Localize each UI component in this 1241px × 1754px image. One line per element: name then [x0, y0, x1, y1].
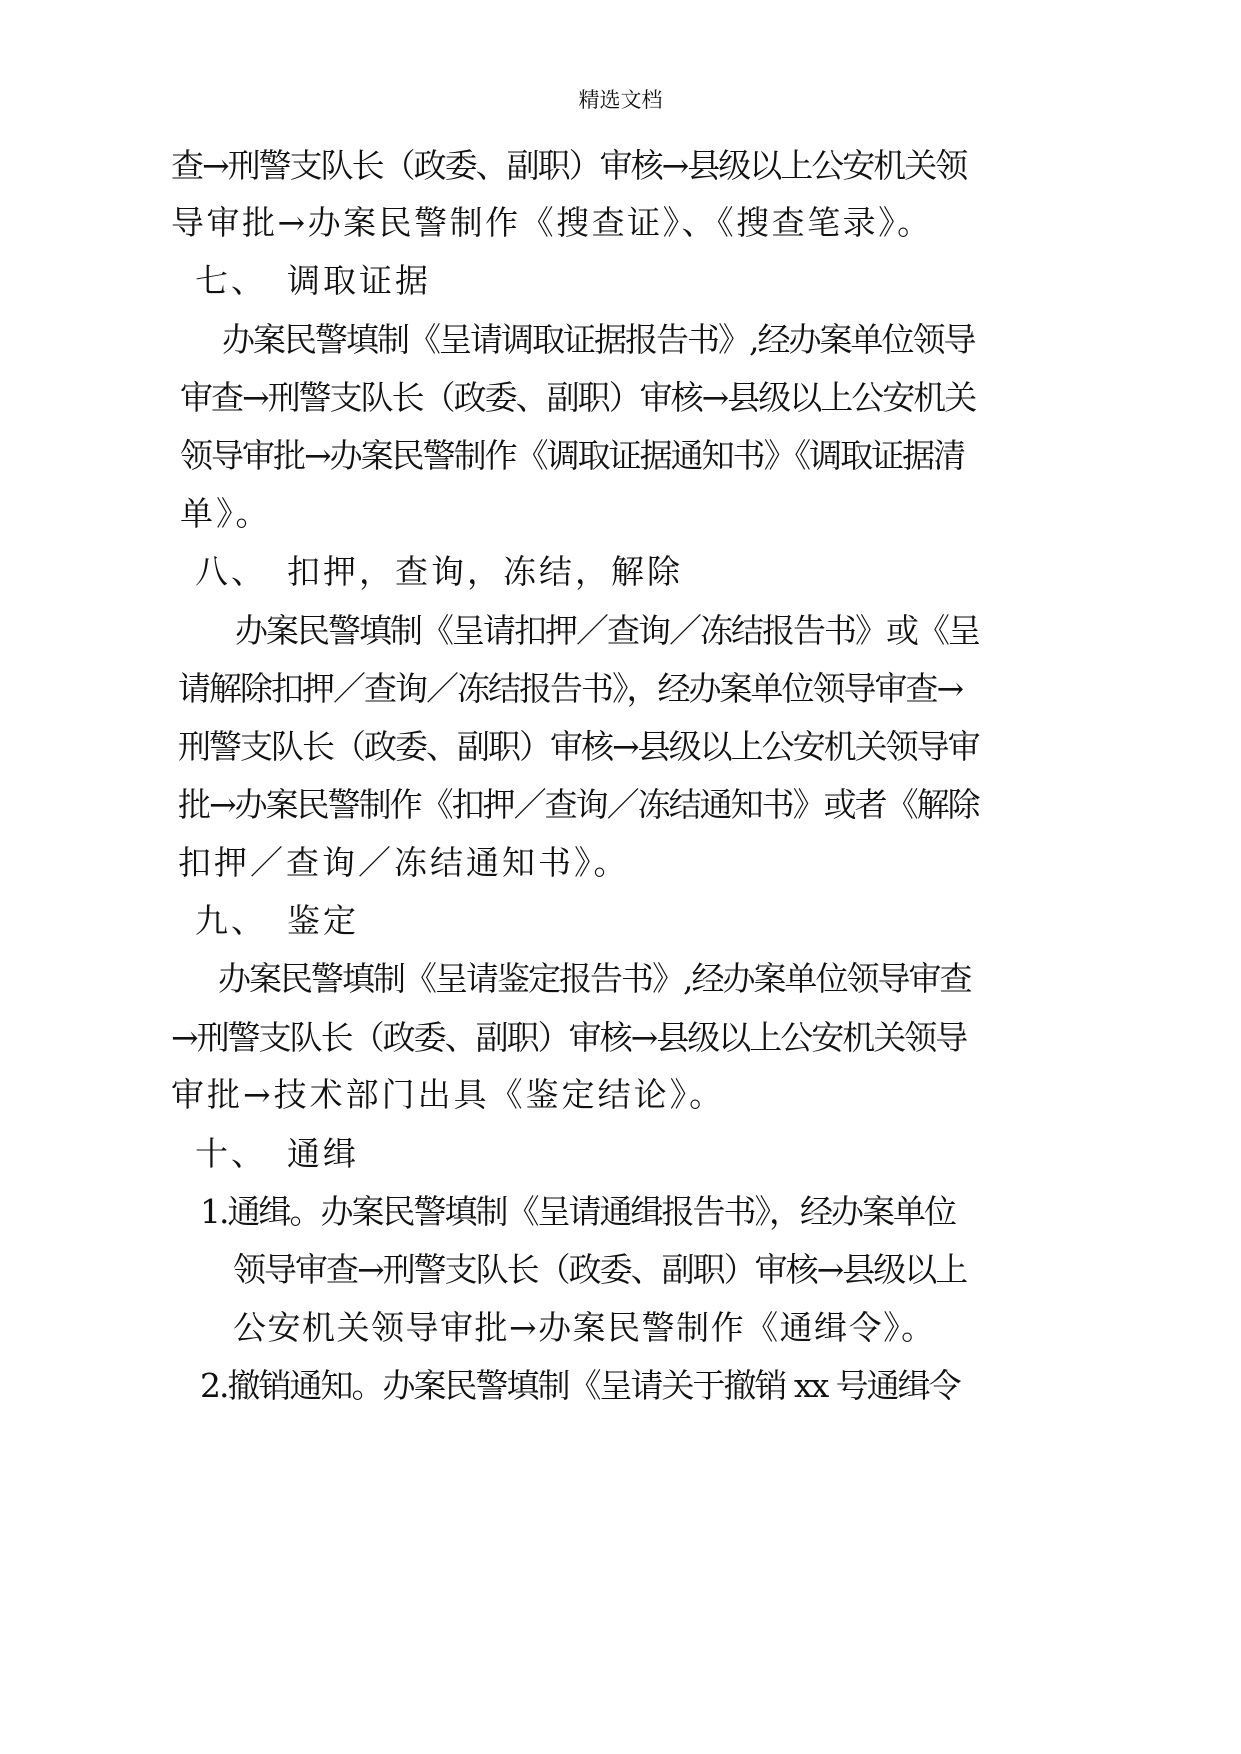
list-item-line: 2.撤销通知。办案民警填制《呈请关于撤销 xx 号通缉令 [200, 1366, 960, 1405]
paragraph-line: 审批→技术部门出具《鉴定结论》。 [171, 1075, 726, 1114]
page-header: 精选文档 [578, 88, 663, 112]
list-item-line: 领导审查→刑警支队长（政委、副职）审核→县级以上 [233, 1250, 967, 1289]
section-number: 七、 [195, 261, 267, 300]
section-number: 九、 [195, 901, 267, 940]
paragraph-line: 刑警支队长（政委、副职）审核→县级以上公安机关领导审 [178, 727, 979, 766]
section-title: 鉴定 [287, 901, 359, 940]
paragraph-line: 批→办案民警制作《扣押／查询／冻结通知书》或者《解除 [178, 785, 979, 824]
paragraph-line: 导审批→办案民警制作《搜查证》、《搜查笔录》。 [171, 203, 933, 242]
section-title: 调取证据 [287, 261, 431, 300]
paragraph-line: 单》。 [180, 494, 272, 533]
section-number: 十、 [195, 1134, 267, 1173]
paragraph-line: 办案民警填制《呈请调取证据报告书》,经办案单位领导 [222, 320, 975, 359]
paragraph-line: 办案民警填制《呈请扣押／查询／冻结报告书》或《呈 [235, 611, 979, 650]
section-title: 通缉 [287, 1134, 359, 1173]
paragraph-line: 请解除扣押／查询／冻结报告书》，经办案单位领导审查→ [178, 669, 963, 708]
paragraph-line: 领导审批→办案民警制作《调取证据通知书》《调取证据清 [180, 436, 965, 475]
list-item-line: 1.通缉。办案民警填制《呈请通缉报告书》，经办案单位 [200, 1192, 955, 1231]
paragraph-line: 审查→刑警支队长（政委、副职）审核→县级以上公安机关 [180, 378, 976, 417]
paragraph-line: →刑警支队长（政委、副职）审核→县级以上公安机关领导 [171, 1018, 967, 1057]
section-title: 扣押，查询，冻结，解除 [287, 552, 683, 591]
paragraph-line: 办案民警填制《呈请鉴定报告书》,经办案单位领导审查 [218, 959, 971, 998]
paragraph-line: 查→刑警支队长（政委、副职）审核→县级以上公安机关领 [171, 146, 967, 185]
section-number: 八、 [195, 552, 267, 591]
paragraph-line: 扣押／查询／冻结通知书》。 [178, 843, 630, 882]
list-item-line: 公安机关领导审批→办案民警制作《通缉令》。 [233, 1308, 936, 1347]
